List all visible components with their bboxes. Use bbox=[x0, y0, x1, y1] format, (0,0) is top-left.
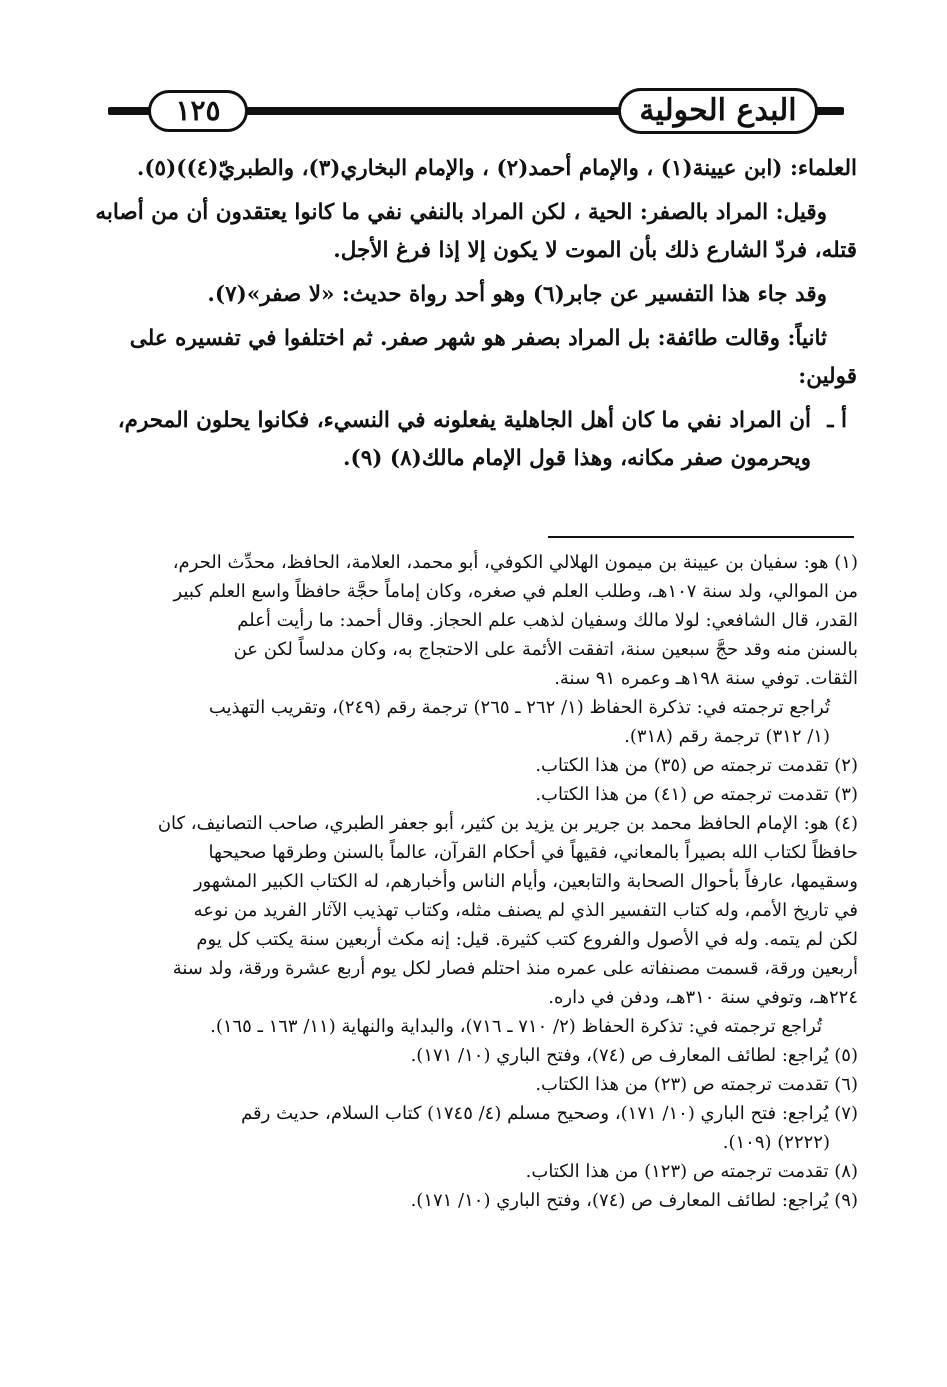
second-label: ثانياً: bbox=[787, 326, 827, 351]
paragraph-snake-2: قتله، فردّ الشارع ذلك بأن الموت لا يكون إلا إذا فرغ الأجل. bbox=[333, 238, 857, 263]
footnote-1-line-3: القدر، قال الشافعي: لولا مالك وسفيان لذهب علم الحجاز. وقال أحمد: ما رأيت أعلم bbox=[237, 610, 858, 631]
footnote-5: (٥) يُراجع: لطائف المعارف ص (٧٤)، وفتح الباري (١٠/ ١٧١). bbox=[410, 1045, 858, 1066]
footnote-7-line-1: (٧) يُراجع: فتح الباري (١٠/ ١٧١)، وصحيح مسلم (٤/ ١٧٤٥) كتاب السلام، حديث رقم bbox=[241, 1103, 858, 1124]
footnote-3: (٣) تقدمت ترجمته ص (٤١) من هذا الكتاب. bbox=[535, 784, 858, 805]
footnote-4-line-5: لكن لم يتمه. وله في الأصول والفروع كتب كثيرة. قيل: إنه مكث أربعين سنة يكتب كل يوم bbox=[196, 929, 858, 950]
footnote-1-line-4: بالسنن منه وقد حجَّ سبعين سنة، اتفقت الأئمة على الاحتجاج به، وكان مدلساً لكن عن bbox=[233, 639, 858, 660]
header-rule-middle bbox=[228, 107, 628, 115]
paragraph-jabir: وقد جاء هذا التفسير عن جابر(٦) وهو أحد رواة حديث: «لا صفر»(٧). bbox=[207, 282, 827, 307]
footnote-4-refs: تُراجع ترجمته في: تذكرة الحفاظ (٢/ ٧١٠ ـ ٧١٦)، والبداية والنهاية (١١/ ١٦٣ ـ ١٦٥). bbox=[210, 1016, 822, 1037]
running-title: البدع الحولية bbox=[618, 88, 818, 134]
footnote-4-line-4: في تاريخ الأمم، وله كتاب التفسير الذي لم يصنف مثله، وكتاب تهذيب الآثار الفريد من نوعه bbox=[193, 900, 858, 921]
footnote-4-line-1: (٤) هو: الإمام الحافظ محمد بن جرير بن يزيد بن كثير، أبو جعفر الطبري، صاحب التصانيف، كان bbox=[157, 813, 858, 834]
list-item-line-1: أن المراد نفي ما كان أهل الجاهلية يفعلونه في النسيء، فكانوا يحلون المحرم، bbox=[117, 408, 811, 433]
footnote-4-line-3: وسقيمها، عارفاً بأحوال الصحابة والتابعين، وأيام الناس وأخبارهم، له الكتاب الكبير المشهور bbox=[193, 871, 858, 892]
footnote-4-line-2: حافظاً لكتاب الله بصيراً بالمعاني، فقيهاً في أحكام القرآن، عالماً بالسنن وطرقها صحيحها bbox=[208, 842, 858, 863]
paragraph-second-opinion bbox=[95, 320, 857, 358]
footnote-1-line-5: الثقات. توفي سنة ١٩٨هـ وعمره ٩١ سنة. bbox=[554, 668, 858, 689]
footnote-1-line-2: من الموالي، ولد سنة ١٠٧هـ، وطلب العلم في صغره، وكان إماماً حجَّة حافظاً واسع العلم كبير bbox=[173, 581, 858, 602]
main-text bbox=[95, 150, 857, 478]
footnote-1-refs-2: (١/ ٣١٢) ترجمة رقم (٣١٨). bbox=[624, 726, 830, 747]
second-text: وقالت طائفة: بل المراد بصفر هو شهر صفر. ثم اختلفوا في تفسيره على bbox=[129, 326, 788, 351]
footnote-separator bbox=[548, 536, 854, 538]
footnote-9: (٩) يُراجع: لطائف المعارف ص (٧٤)، وفتح الباري (١٠/ ١٧١). bbox=[410, 1190, 858, 1211]
list-item-line-2: ويحرمون صفر مكانه، وهذا قول الإمام مالك(٨) (٩). bbox=[343, 446, 811, 471]
footnote-4-line-7: ٢٢٤هـ، وتوفي سنة ٣١٠هـ، ودفن في داره. bbox=[548, 987, 858, 1008]
footnote-2: (٢) تقدمت ترجمته ص (٣٥) من هذا الكتاب. bbox=[535, 755, 858, 776]
page-number: ١٢٥ bbox=[148, 90, 248, 132]
footnote-8: (٨) تقدمت ترجمته ص (١٢٣) من هذا الكتاب. bbox=[525, 1161, 858, 1182]
list-marker: أ ـ bbox=[827, 408, 847, 433]
footnote-7-line-2: (٢٢٢٢) (١٠٩). bbox=[722, 1132, 830, 1153]
paragraph-snake-1: وقيل: المراد بالصفر: الحية ، لكن المراد بالنفي نفي ما كانوا يعتقدون أن من أصابه bbox=[95, 200, 827, 225]
paragraph-two-sayings: قولين: bbox=[798, 364, 857, 389]
paragraph-scholars: العلماء: (ابن عيينة(١) ، والإمام أحمد(٢) ، والإمام البخاري(٣)، والطبريّ(٤))(٥). bbox=[136, 156, 857, 181]
list-item-a bbox=[95, 402, 847, 478]
footnote-1-refs-1: تُراجع ترجمته في: تذكرة الحفاظ (١/ ٢٦٢ ـ ٢٦٥) ترجمة رقم (٢٤٩)، وتقريب التهذيب bbox=[208, 697, 830, 718]
page-header bbox=[108, 88, 844, 136]
footnote-4-line-6: أربعين ورقة، قسمت مصنفاته على عمره منذ احتلم فصار لكل يوم أربع عشرة ورقة، ولد سنة bbox=[172, 958, 858, 979]
footnote-6: (٦) تقدمت ترجمته ص (٢٣) من هذا الكتاب. bbox=[535, 1074, 858, 1095]
footnotes bbox=[92, 548, 858, 1215]
footnote-1-line-1: (١) هو: سفيان بن عيينة بن ميمون الهلالي الكوفي، أبو محمد، العلامة، الحافظ، محدِّث الحرم، bbox=[172, 552, 858, 573]
